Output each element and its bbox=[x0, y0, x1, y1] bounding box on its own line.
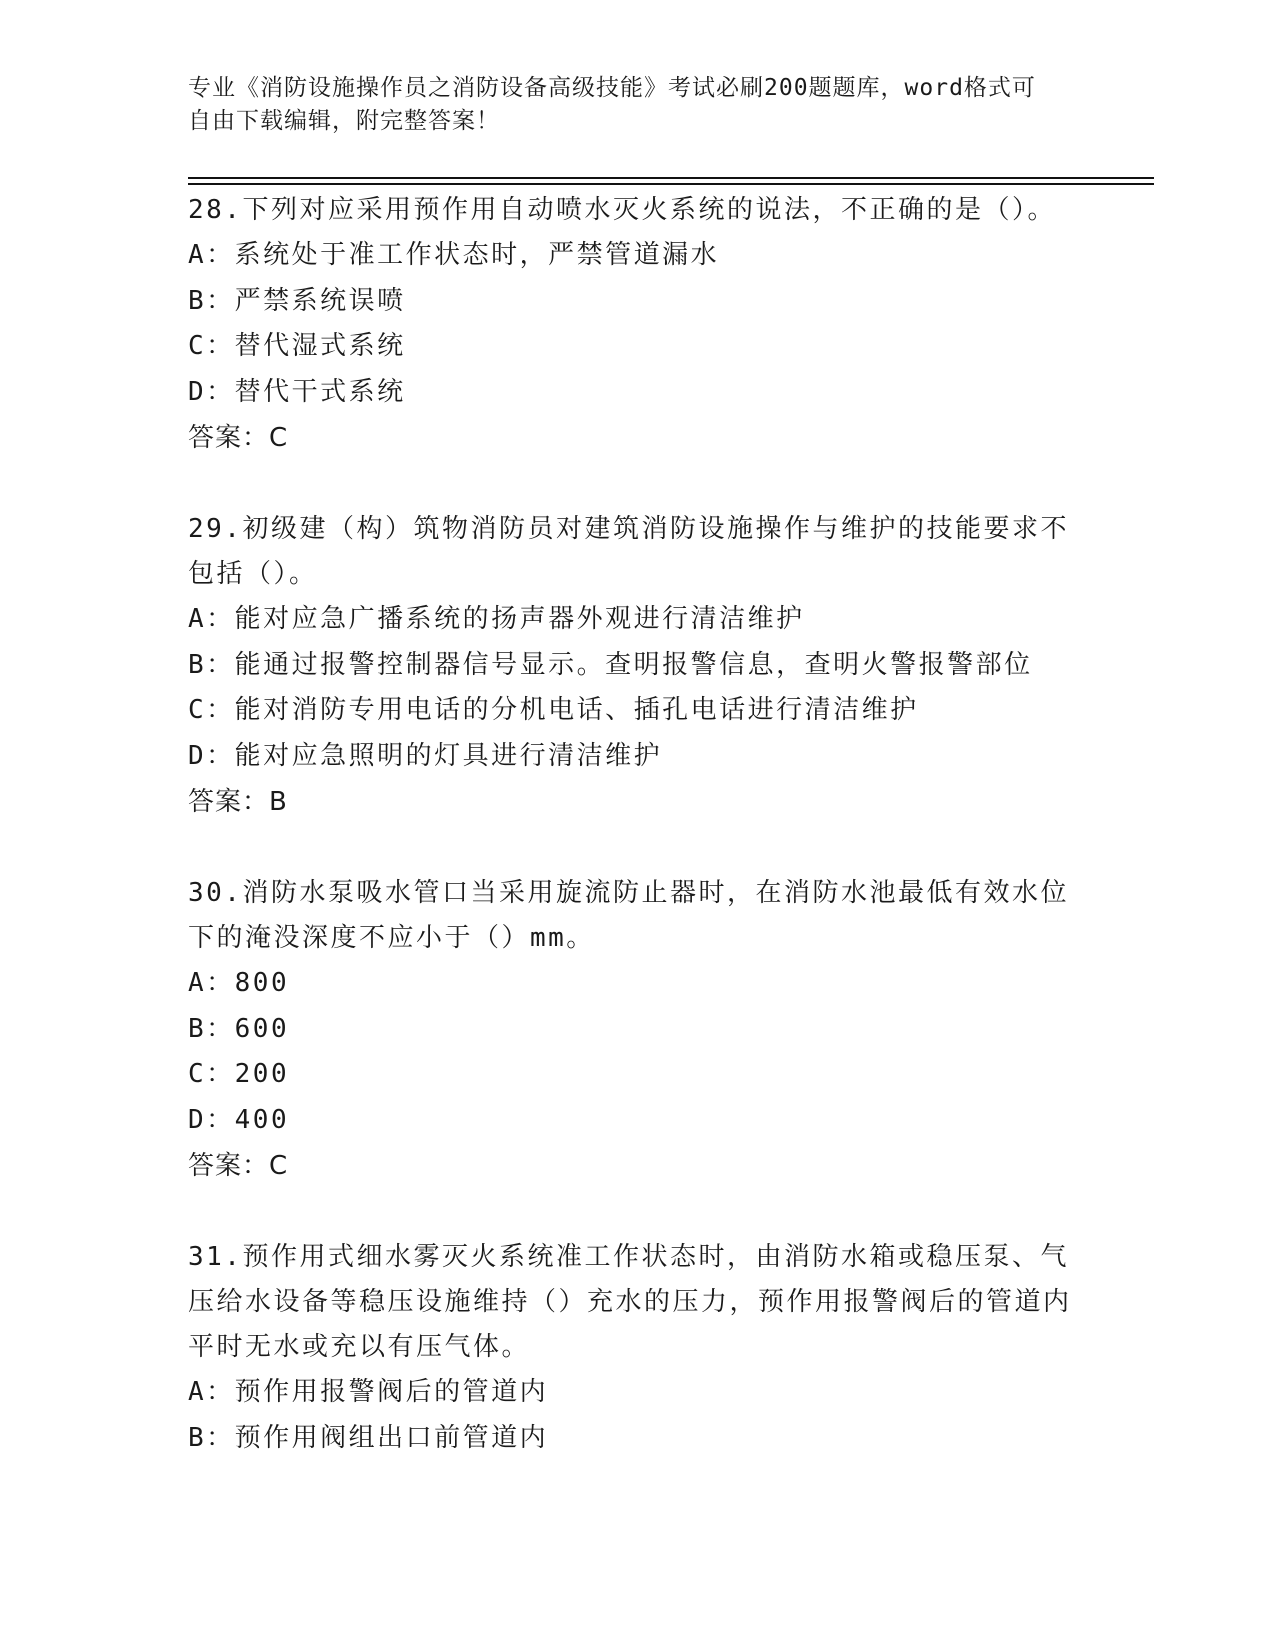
option-d: D：替代干式系统 bbox=[188, 376, 406, 407]
question-list bbox=[188, 188, 1088, 1507]
option-b: B：600 bbox=[188, 1013, 290, 1044]
option-a: A：系统处于准工作状态时，严禁管道漏水 bbox=[188, 240, 720, 270]
header-line-1: 专业《消防设施操作员之消防设备高级技能》考试必刷200题题库，word格式可 bbox=[188, 75, 1036, 101]
question-stem: 31.预作用式细水雾灭火系统准工作状态时，由消防水箱或稳压泵、气压给水设备等稳压设施维持（）充水的压力，预作用报警阀后的管道内平时无水或充以有压气体。 bbox=[188, 1242, 1072, 1362]
question-30 bbox=[188, 871, 1088, 1189]
page-header bbox=[188, 72, 1088, 138]
question-stem: 30.消防水泵吸水管口当采用旋流防止器时，在消防水池最低有效水位下的淹没深度不应小于（）mm。 bbox=[188, 878, 1069, 953]
question-31 bbox=[188, 1235, 1088, 1461]
option-c: C：200 bbox=[188, 1059, 290, 1089]
option-b: B：能通过报警控制器信号显示。查明报警信息，查明火警报警部位 bbox=[188, 649, 1033, 680]
answer: 答案：C bbox=[188, 423, 289, 453]
answer: 答案：C bbox=[188, 1151, 289, 1181]
option-c: C：替代湿式系统 bbox=[188, 331, 406, 361]
option-a: A：800 bbox=[188, 968, 290, 998]
header-divider-top bbox=[188, 177, 1154, 179]
option-d: D：400 bbox=[188, 1104, 290, 1135]
question-29 bbox=[188, 507, 1088, 825]
option-a: A：预作用报警阀后的管道内 bbox=[188, 1377, 549, 1407]
option-c: C：能对消防专用电话的分机电话、插孔电话进行清洁维护 bbox=[188, 695, 919, 725]
question-28 bbox=[188, 188, 1088, 461]
answer: 答案：B bbox=[188, 787, 288, 817]
question-stem: 29.初级建（构）筑物消防员对建筑消防设施操作与维护的技能要求不包括（）。 bbox=[188, 514, 1069, 589]
option-b: B：预作用阀组出口前管道内 bbox=[188, 1422, 549, 1453]
header-line-2: 自由下载编辑，附完整答案！ bbox=[188, 108, 500, 134]
question-stem: 28.下列对应采用预作用自动喷水灭火系统的说法，不正确的是（）。 bbox=[188, 195, 1056, 225]
option-b: B：严禁系统误喷 bbox=[188, 285, 406, 316]
header-divider-bottom bbox=[188, 183, 1154, 185]
option-a: A：能对应急广播系统的扬声器外观进行清洁维护 bbox=[188, 604, 805, 634]
option-d: D：能对应急照明的灯具进行清洁维护 bbox=[188, 740, 663, 771]
